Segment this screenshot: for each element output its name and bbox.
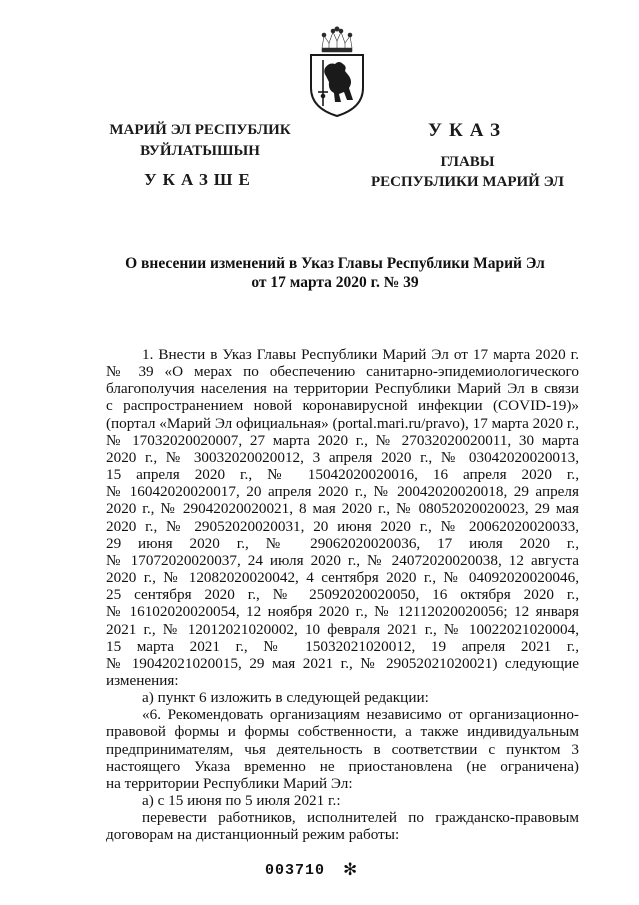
body-line: предпринимателям, чья деятельность в соответствии с пунктом 3: [106, 740, 579, 758]
coat-of-arms-emblem: [303, 26, 371, 118]
body-line: настоящего Указа временно не приостановлена (не ограничена): [106, 757, 579, 775]
body-line: изменения:: [106, 671, 179, 689]
body-line: № 17072020020037, 24 июля 2020 г., № 24072020020038, 12 августа: [106, 551, 579, 569]
body-line: перевести работников, исполнителей по гражданско-правовым: [142, 809, 579, 827]
body-line: 15 апреля 2020 г., № 15042020020016, 16 апреля 2020 г.,: [106, 466, 579, 484]
body-line: на территории Республики Марий Эл:: [106, 774, 353, 792]
body-line: (портал «Марий Эл официальная» (portal.mari.ru/pravo), 17 марта 2020 г.,: [106, 414, 579, 432]
body-line: 29 июня 2020 г., № 29062020020036, 17 июля 2020 г.,: [106, 534, 579, 552]
document-body: [106, 346, 579, 844]
body-line: 2020 г., № 30032020020012, 3 апреля 2020 г., № 03042020020013,: [106, 448, 579, 466]
header-right-line3: РЕСПУБЛИКИ МАРИЙ ЭЛ: [370, 174, 564, 190]
body-line: № 17032020020007, 27 марта 2020 г., № 27032020020011, 30 марта: [106, 431, 579, 449]
body-line: правовой формы и формы собственности, а также индивидуальным: [106, 723, 579, 741]
header-right-line2: ГЛАВЫ: [440, 154, 495, 170]
body-line: 2020 г., № 29052020020031, 20 июня 2020 г., № 20062020020033,: [106, 517, 579, 535]
body-line: 2020 г., № 29042020020021, 8 мая 2020 г., № 08052020020023, 29 мая: [106, 500, 579, 518]
body-line: 1. Внести в Указ Главы Республики Марий Эл от 17 марта 2020 г.: [142, 346, 579, 363]
body-line: 25 сентября 2020 г., № 25092020020050, 16 октября 2020 г.,: [106, 586, 579, 604]
body-line: № 39 «О мерах по обеспечению санитарно-эпидемиологического: [106, 363, 579, 381]
document-title-line1: О внесении изменений в Указ Главы Республики Марий Эл: [125, 255, 545, 272]
crown-icon: [322, 27, 352, 52]
header-right-line1: УКАЗ: [428, 120, 507, 141]
header-left-line2: ВУЙЛАТЫШЫН: [140, 143, 260, 159]
document-title-line2: от 17 марта 2020 г. № 39: [251, 274, 419, 291]
form-serial-number: 003710: [265, 862, 326, 879]
body-line: а) с 15 июня по 5 июля 2021 г.:: [142, 792, 341, 810]
body-line: № 16042020020017, 20 апреля 2020 г., № 20042020020018, 29 апреля: [106, 483, 579, 501]
header-left-line3: УКАЗШЕ: [144, 170, 256, 189]
body-line: с распространением новой коронавирусной инфекции (COVID-19)»: [106, 397, 579, 415]
body-line: договорам на дистанционный режим работы:: [106, 826, 400, 844]
body-line: 2021 г., № 12012021020002, 10 февраля 2021 г., № 10022021020004,: [106, 620, 579, 638]
asterisk-mark-icon: ✻: [343, 860, 358, 880]
body-line: 15 марта 2021 г., № 15032021020012, 19 апреля 2021 г.,: [106, 637, 579, 655]
body-line: № 16102020020054, 12 ноября 2020 г., № 12112020020056; 12 января: [106, 603, 579, 621]
body-line: 2020 г., № 12082020020042, 4 сентября 2020 г., № 04092020020046,: [106, 569, 579, 587]
body-line: благополучия населения на территории Республики Марий Эл в связи: [106, 380, 579, 398]
body-line: «6. Рекомендовать организациям независимо от организационно-: [142, 706, 579, 724]
body-line: а) пункт 6 изложить в следующей редакции:: [142, 689, 429, 707]
header-left-line1: МАРИЙ ЭЛ РЕСПУБЛИК: [109, 122, 291, 138]
body-line: № 19042021020015, 29 мая 2021 г., № 29052021020021) следующие: [106, 654, 579, 672]
